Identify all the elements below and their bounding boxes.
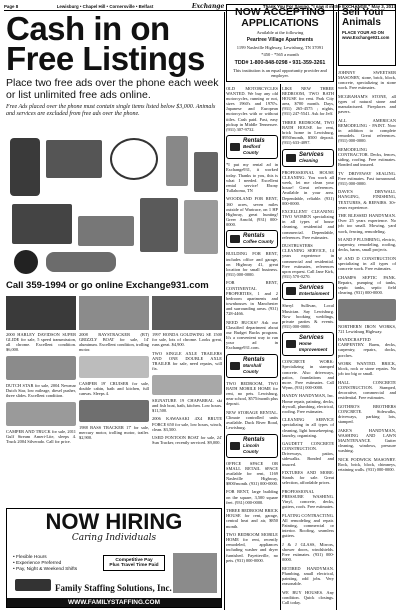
ad-two-bedroom: TWO BEDROOM, TWO BATH MOBILE HOME for rent, no pets. Lewisburg, near school, $575/month plus deposit. bbox=[226, 380, 278, 407]
house-icon bbox=[230, 442, 240, 450]
hiring-subtitle: Caring Individuals bbox=[71, 533, 157, 543]
ad-tv-driveway: TV DRIVEWAY SEALING. Free estimates. Fast turnaround. (931) 000-0000. bbox=[338, 170, 396, 186]
ad-cleaning-serv: CLEANING SERVICE specializing in all types of cleaning, light housekeeping, laundry, organizing. bbox=[282, 417, 334, 438]
category-rentals-marshall: Rentals Marshall County bbox=[226, 354, 278, 378]
company-url[interactable]: WWW.FAMILYSTAFFING.COM bbox=[7, 598, 221, 607]
now-hiring-ad bbox=[6, 508, 222, 608]
ad-nick: NICK PODWICK MASONRY. Rock, brick, block, chimneys, retaining walls. (931) 000-0000. bbox=[338, 456, 396, 472]
ad-used-pontoon: USED PONTOON BOAT for sale, 24' Sun Tracker, recently serviced. $9,000. bbox=[152, 435, 222, 446]
promo-subtitle: Place two free ads over the phone each week or list unlimited free ads online. bbox=[6, 77, 219, 101]
goldwing-photo bbox=[152, 296, 222, 330]
ads-col-d bbox=[226, 86, 278, 606]
ad-harley: 2000 HARLEY DAVIDSON SUPER GLIDE for sale, 5 speed transmission, all chrome. Excellent condition. $6,000. bbox=[6, 332, 76, 353]
ad-handcrafted: HANDCRAFTED CARPENTRY. Barns, decks, carpentry, repairs, docks, porches. bbox=[338, 337, 396, 358]
sell-title: Sell Your Animals bbox=[342, 7, 385, 28]
ad-excellent: EXCELLENT CLEANING TWO WOMEN specializing in all types of house cleaning, residential and commercial. Dependable, references. Free estimates. bbox=[282, 209, 334, 240]
ad-jakes: JAKE'S HANDYMAN, WASHING AND LAWN MAINTENANCE. Gutter cleaning, windows, pressure washing. bbox=[338, 427, 396, 454]
caregiver-photo bbox=[173, 553, 217, 593]
ads-col-a bbox=[6, 332, 76, 504]
comp-travel: Plus Travel Time Paid bbox=[109, 563, 159, 568]
promo-note: Free Ads placed over the phone must contain single items listed below $3,000. Animals and services are excluded from free ads over the phone. bbox=[6, 104, 216, 117]
hammer-icon bbox=[286, 340, 296, 348]
category-rentals-bedford: Rentals Bedford County bbox=[226, 135, 278, 159]
ad-for-rent-two: FOR RENT, large building on the square, 3,500 square feet. (931) 000-0000. bbox=[226, 489, 278, 505]
ad-three-bedroom-brick: THREE BEDROOM BRICK HOUSE for rent, garage, central heat and air, $850 month. bbox=[226, 508, 278, 529]
ad-for-rent-cont: FOR RENT, CONTINENTAL PROPERTIES, 1 and 2 bedroom apartments and townhouses in Manchester and surrounding areas. (931) 728-4466. bbox=[226, 280, 278, 316]
column-rule bbox=[280, 84, 281, 610]
ad-retired: RETIRED HANDYMAN. Plumbing, small electrical, painting, odd jobs. Very reasonable. bbox=[282, 565, 334, 586]
hiring-benefits bbox=[13, 555, 77, 573]
house-icon bbox=[230, 143, 240, 151]
now-accepting-sub: Available at the following bbox=[256, 30, 304, 35]
ads-col-c bbox=[152, 332, 222, 504]
ad-gothro: GOTHRO'S BROTHERS CONCRETE. Sidewalks, driveways, parking lots, stamped. bbox=[338, 403, 396, 425]
table-icon bbox=[78, 216, 134, 246]
bass-boat-photo bbox=[79, 400, 149, 422]
ad-hall: HALL CONCRETE CONSTRUCTION. Stamped, decorative, commercial and residential. Free estimates. bbox=[338, 379, 396, 401]
ad-daves: DAVE'S DRYWALL HANGING, FINISHING, TEXTURES, & REPAIRS. 30+ years experience. bbox=[338, 189, 396, 210]
category-services-home: Services Home Improvement bbox=[282, 332, 334, 356]
broom-icon bbox=[286, 154, 296, 162]
phone-icon bbox=[10, 138, 40, 196]
laptop-icon bbox=[46, 140, 102, 178]
ad-new-storage: NEW STORAGE RENTAL. Climate controlled units available. Duck River Road, Lewisburg. bbox=[226, 409, 278, 430]
column-rule bbox=[336, 12, 337, 610]
trailer-photo bbox=[152, 375, 222, 395]
ad-mcgraham: MCGRAHAM'S STONE, all types of natural stone and manufactured. Fireplaces and pavers. bbox=[338, 93, 396, 115]
ad-work-wanted: WORK WANTED. BRICK, block, rock or stone repairs. No job too big or small. bbox=[338, 361, 396, 377]
sell-sub: PLACE YOUR AD ON www.Exchange931.com bbox=[342, 30, 390, 40]
music-icon bbox=[286, 287, 296, 295]
camper-cruiser-photo bbox=[79, 356, 149, 378]
bicycle-icon bbox=[110, 138, 158, 180]
column-rule bbox=[224, 12, 225, 610]
ad-sheryl: Sheryl Sullivan, Local Musician. Say Lewisburg. Now booking weddings, private parties & events. (931) 000-0000. bbox=[282, 303, 334, 329]
apartment-tdd: TDD# 1-800-848-0298 • 931-359-3261 bbox=[234, 60, 326, 66]
sell-your-animals-ad bbox=[338, 4, 396, 66]
comp-pay: Competitive Pay bbox=[115, 558, 153, 563]
ad-bass-tracker: 1988 BASS TRACKER 17' for sale, mercury motor, trolling motor, trailer. $2,900. bbox=[79, 424, 149, 440]
house-icon bbox=[230, 362, 240, 370]
apartment-name: Peartree Village Apartments bbox=[246, 37, 314, 43]
ad-blessed: THE BLESSED HANDYMAN. Over 25 years experience. No job too small. Mowing, yard work, fencing, remodeling. bbox=[338, 213, 396, 234]
ad-johnny: JOHNNY SWEETSER MASONRY, stone, brick, block, concrete, specializing in stone work. Free estimates. bbox=[338, 70, 396, 91]
ad-bucktail: 2008 BAYSTRACKER (BT) GRIZZLY BOAT for sale, 14' aluminum. Excellent condition, trolling motor. bbox=[79, 332, 149, 353]
now-accepting-ad bbox=[226, 4, 334, 82]
boat-photo bbox=[79, 296, 149, 330]
ad-office-space: OFFICE SPACE OR SMALL RETAIL SPACE available for rent, 1169 Nashville Highway, $800/month. (931) 000-0000. bbox=[226, 460, 278, 486]
ad-pressure: PROFESSIONAL PRESSURE WASHING. Vinyl, concrete, decks, gutters, roofs. Free estimates. bbox=[282, 488, 334, 510]
ad-all-american: ALL AMERICAN REMODELING - PAINT. Now in addition to complete remodels. Great references. (931) 000-0000. bbox=[338, 117, 396, 144]
equal-opportunity: This institution is an equal opportunity provider and employer. bbox=[233, 68, 327, 78]
ad-concrete: CONCRETE WORK: Specializing in stamped concrete. Also driveways, patios, foundations and more. Free estimates. Call Wynn, (931) 000-0000. bbox=[282, 359, 334, 390]
ad-woodland: WOODLAND FOR RENT, 160 acres, seven miles outside of Wartrace, on 1 HP Highway, great hunting! Greer Arnold, (931) 000-0000. bbox=[226, 196, 278, 227]
ad-old-motorcycles: OLD MOTORCYCLES WANTED. We buy any old motorcycles, running or not, sizes 1960's and 1970's. Japanese and European motorcycles with or without titles. Cash paid. Fast, easy pickup in Middle Tennessee. (931) 307-9732. bbox=[226, 86, 278, 132]
category-services-entertainment: Services Entertainment bbox=[282, 282, 334, 300]
ad-three-br: THREE BEDROOM, TWO BATH HOUSE for rent, brick home in Lewisburg, $950/month, $500 deposit. (931) 633-4097. bbox=[282, 120, 334, 146]
benefit-item: • Experience Preferred bbox=[13, 561, 62, 566]
ad-professional: PROFESSIONAL HOUSE CLEANING. You work all week, let me clean your house! Great references. Available in your area. Dependable, reliable. (931) 000-0000. bbox=[282, 170, 334, 206]
ad-need-bucks: NEED BUCKS? Ask our Classified department about our Budget Bucks program. It's a convenient way to run your ad in Exchange931.com. bbox=[226, 319, 278, 351]
lamp-icon bbox=[166, 136, 188, 186]
call-or-online: Call 359-1994 or go online Exchange931.com bbox=[6, 280, 209, 291]
apartment-price: *450 - *565 a month bbox=[261, 52, 299, 57]
cash-in-promo bbox=[6, 10, 222, 134]
chair-icon bbox=[194, 152, 218, 192]
ad-we-buy: WE BUY HOUSES. Any condition. Quick closings. Call today. bbox=[282, 589, 334, 605]
ads-col-b bbox=[79, 332, 149, 504]
ad-remodeling: REMODELING CONTRACTOR. Decks, fences, siding, roofing. Free estimates. Bonded and insured. bbox=[338, 146, 396, 167]
vehicle-photos bbox=[6, 296, 222, 330]
ad-j-j: J & J GLASS, Mirrors, shower doors, windshields. Free estimates. (931) 000-0000. bbox=[282, 541, 334, 563]
hiring-title: NOW HIRING bbox=[45, 509, 183, 534]
ad-fixtures: FIXTURES AND MORE: Stands for sale. Great selection, affordable prices. bbox=[282, 470, 334, 486]
tire-icon bbox=[14, 250, 38, 274]
promo-title: Cash in on Free Listings bbox=[6, 10, 205, 77]
ad-handy: HANDY HANDYMAN, Inc. Home repair, painting, decks, drywall, plumbing, electrical, roofing. Free estimates. bbox=[282, 393, 334, 414]
ad-dustbusters: DUSTBUSTERS CLEANING SERVICE, 14 years experience in commercial and residential. Free estimates, references upon request. Call Jane Kirk, (931) 570-0270. bbox=[282, 243, 334, 279]
dresser-icon bbox=[140, 198, 178, 252]
house-icon bbox=[230, 235, 240, 243]
ad-camper: CAMPER 19' CRUISER for sale, double cabin, bath and kitchen, full canvas. Sleeps 4. bbox=[79, 380, 149, 397]
competitive-pay-box bbox=[103, 555, 165, 571]
ad-honda: 1997 HONDA GOLDWING SE 1500 for sale, lots of chrome. Looks great, runs great. $4,900. bbox=[152, 332, 222, 348]
ad-northern: NORTHERN IRON WORKS, 721 Lewisburg Highway. bbox=[338, 323, 396, 334]
benefit-item: • Flexible Hours bbox=[13, 555, 47, 560]
ad-w-and-d: W AND D CONSTRUCTION specializing in all types of concrete work. Free estimates. bbox=[338, 255, 396, 272]
paper-region: Lewisburg • Chapel Hill • Cornersville • Belfast bbox=[56, 3, 154, 9]
product-collage bbox=[6, 132, 222, 278]
ad-two-br-mobile: TWO BEDROOM MOBILE HOME for rent, recently remodeled, appliances including washer and dryer furnished. Fayetteville, no pets. (931) 000-0000. bbox=[226, 532, 278, 563]
category-rentals-lincoln: Rentals Lincoln County bbox=[226, 434, 278, 458]
rv-photo bbox=[6, 356, 76, 380]
ad-two-single: TWO SINGLE AXLE TRAILERS AND ONE DOUBLE AXLE TRAILER for sale, need repairs, will fix. bbox=[152, 350, 222, 372]
ad-plating: PLATING CONTRACTING. All remodeling and repair. Painting, commercial or interior. Roofing, seamless gutters. bbox=[282, 512, 334, 539]
ad-signature: SIGNATURE 19 CHAPARRAL ski and fish boat, bath, kitchen. Low hours. $11,500. bbox=[152, 397, 222, 413]
ad-like-new: LIKE NEW THREE BEDROOM, TWO BATH HOUSE for rent. Park City area, $700 month. Days, (931) 265-4575 ; nights, (931) 247-5541. Ask for Jeff. bbox=[282, 86, 334, 117]
ad-gaudet: GAUDETT CONCRETE CONSTRUCTION. Driveways, patios, sidewalks. Bonded and insured. bbox=[282, 441, 334, 467]
camper-photo bbox=[6, 402, 76, 426]
category-rentals-coffee: Rentals Coffee County bbox=[226, 230, 278, 248]
motorcycle-photo bbox=[6, 296, 76, 330]
ads-col-f bbox=[338, 70, 396, 610]
ad-champs: CHAMPS SEPTIC PANK. Repairs, pumping of tanks, septic tanks, septic field clearing. (931) 000-0000. bbox=[338, 274, 396, 295]
iron-works-photo bbox=[338, 299, 396, 321]
tv-icon bbox=[12, 204, 72, 244]
page-number: Page 8 bbox=[4, 3, 19, 9]
page-date: Thank You For Saying, "I saw it in the EXCHANGE," May 3, 2017 bbox=[262, 3, 396, 9]
exchange-logo: Exchange bbox=[191, 2, 225, 10]
company-name: Family Staffing Solutions, Inc. bbox=[55, 583, 172, 593]
benefit-item: • Pay, Night & Weekend Shifts bbox=[13, 567, 78, 572]
ad-camper-truck: CAMPER AND TRUCK for sale, 2011 Gulf Stream Ameri-Lite, sleeps 4. Truck 2004 Silverado. Call for price. bbox=[6, 428, 76, 444]
ad-building: BUILDING FOR RENT, includes office and garage, on Highway 41, great location for small business. (931) 000-0000. bbox=[226, 251, 278, 277]
ad-dutch-star: DUTCH STAR for sale, 2004 Newmar Dutch Star, low mileage, diesel pusher, three slides. Excellent condition. bbox=[6, 382, 76, 399]
now-accepting-title: NOW ACCEPTING APPLICATIONS bbox=[234, 6, 326, 29]
category-services-cleaning: Services Cleaning bbox=[282, 149, 334, 167]
guitar-icon bbox=[46, 252, 116, 272]
family-staffing-logo bbox=[15, 579, 51, 591]
ad-kawasaki: 2006 KAWASAKI 4X4 BRUTE FORCE 650 for sale, low hours, winch, clean. $3,500. bbox=[152, 416, 222, 432]
apartment-address: 1199 Nashville Highway, Lewisburg, TN 37091 bbox=[236, 45, 324, 50]
ad-put-my: *I put my rental ad in Exchange931, it worked today. Thanks to you, this is what I needed. Excellent rental service! Ebony Tullahoma, TN bbox=[226, 162, 278, 193]
ad-m-and-p: M AND P PLUMBING, electric, carpentry, remodeling, roofing, decks, barns, small projects. bbox=[338, 237, 396, 253]
appliance-icon bbox=[184, 200, 218, 254]
ads-col-e bbox=[282, 86, 334, 606]
